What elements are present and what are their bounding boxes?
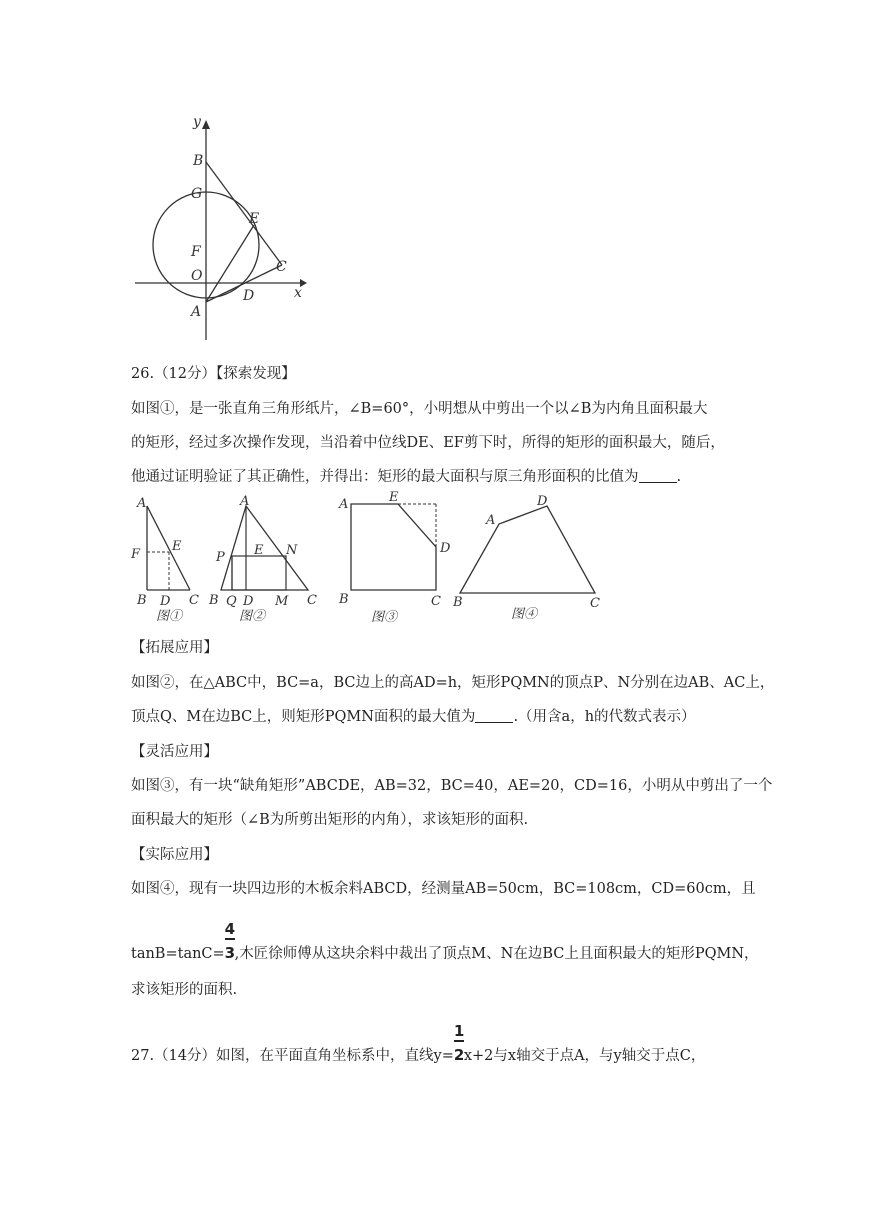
svg-text:E: E bbox=[389, 490, 399, 505]
svg-text:E: E bbox=[172, 539, 182, 554]
expand-para-2 bbox=[131, 705, 696, 726]
svg-text:Q: Q bbox=[226, 594, 237, 609]
svg-text:D: D bbox=[243, 288, 255, 304]
svg-text:G: G bbox=[191, 186, 203, 202]
section-flex-heading: 【灵活应用】 bbox=[131, 744, 218, 760]
flex-para-1: 如图③，有一块“缺角矩形”ABCDE，AB=32，BC=40，AE=20，CD=16，小明从中剪出了一个 bbox=[131, 778, 773, 794]
fraction-bar bbox=[225, 938, 235, 940]
svg-text:图④: 图④ bbox=[511, 607, 538, 622]
coordinate-circle-figure bbox=[130, 112, 310, 348]
svg-text:图③: 图③ bbox=[371, 610, 398, 625]
answer-blank-ratio bbox=[639, 468, 677, 484]
q26-para-3 bbox=[131, 465, 681, 486]
q26-heading: 26.（12分）【探索发现】 bbox=[131, 366, 296, 382]
svg-text:F: F bbox=[191, 244, 201, 260]
svg-text:A: A bbox=[486, 513, 496, 528]
section-real-heading: 【实际应用】 bbox=[131, 847, 218, 863]
svg-text:D: D bbox=[160, 594, 171, 609]
q26-para-3-end: . bbox=[676, 469, 682, 485]
svg-text:图①: 图① bbox=[156, 609, 183, 624]
q26-para-3-text: 他通过证明验证了其正确性，并得出：矩形的最大面积与原三角形面积的比值为 bbox=[131, 469, 639, 485]
svg-text:A: A bbox=[137, 496, 147, 511]
real-para-2-tail: ,木匠徐师傅从这块余料中裁出了顶点M、N在边BC上且面积最大的矩形PQMN， bbox=[234, 946, 759, 962]
fraction-numerator: 1 bbox=[453, 1022, 465, 1040]
svg-text:F: F bbox=[131, 547, 141, 562]
real-para-2-text: tanB=tanC= bbox=[131, 946, 225, 962]
svg-text:P: P bbox=[216, 550, 225, 565]
svg-text:O: O bbox=[191, 268, 203, 284]
real-para-3: 求该矩形的面积. bbox=[131, 982, 238, 998]
q27-line bbox=[131, 1022, 706, 1065]
svg-text:N: N bbox=[286, 543, 298, 558]
svg-text:E: E bbox=[254, 543, 264, 558]
svg-text:x: x bbox=[294, 285, 302, 301]
svg-text:E: E bbox=[249, 211, 260, 227]
real-para-2 bbox=[131, 920, 759, 963]
q27-text-b: x+2与x轴交于点A，与y轴交于点C， bbox=[463, 1048, 706, 1064]
svg-text:C: C bbox=[189, 593, 199, 608]
q27-text-a: 27.（14分）如图，在平面直角坐标系中，直线y= bbox=[131, 1048, 454, 1064]
svg-text:图②: 图② bbox=[239, 609, 266, 624]
expand-para-2-text: 顶点Q、M在边BC上，则矩形PQMN面积的最大值为 bbox=[131, 709, 476, 725]
section-expand-heading: 【拓展应用】 bbox=[131, 640, 218, 656]
svg-text:D: D bbox=[243, 594, 254, 609]
svg-text:D: D bbox=[440, 541, 451, 556]
q26-para-2: 的矩形，经过多次操作发现，当沿着中位线DE、EF剪下时，所得的矩形的面积最大，随后， bbox=[131, 435, 725, 451]
fraction-bar bbox=[454, 1040, 464, 1042]
figure-3-notched-rectangle bbox=[335, 490, 460, 629]
fraction-numerator: 4 bbox=[224, 920, 236, 938]
svg-text:B: B bbox=[137, 593, 147, 608]
svg-text:C: C bbox=[431, 594, 441, 609]
svg-text:B: B bbox=[209, 593, 219, 608]
flex-para-2: 面积最大的矩形（∠B为所剪出矩形的内角），求该矩形的面积. bbox=[131, 812, 529, 828]
expand-para-2-tail: .（用含a，h的代数式表示） bbox=[513, 709, 696, 725]
svg-text:A: A bbox=[240, 494, 250, 509]
fraction-four-thirds bbox=[224, 920, 236, 962]
svg-text:B: B bbox=[453, 595, 463, 610]
svg-text:y: y bbox=[193, 114, 201, 130]
figure-2-triangle-rectangle bbox=[203, 492, 328, 630]
svg-text:A: A bbox=[339, 497, 349, 512]
svg-text:D: D bbox=[537, 494, 548, 509]
figure-1-right-triangle bbox=[128, 492, 203, 630]
q26-para-1: 如图①，是一张直角三角形纸片，∠B=60°，小明想从中剪出一个以∠B为内角且面积最大 bbox=[131, 401, 708, 417]
fraction-denominator: 2 bbox=[453, 1046, 465, 1064]
fraction-one-half bbox=[453, 1022, 465, 1064]
svg-text:C: C bbox=[276, 259, 287, 275]
figure-4-quadrilateral bbox=[450, 488, 610, 630]
svg-text:C: C bbox=[590, 596, 600, 611]
svg-text:B: B bbox=[339, 592, 349, 607]
svg-text:A: A bbox=[191, 304, 202, 320]
real-para-1: 如图④，现有一块四边形的木板余料ABCD，经测量AB=50cm，BC=108cm，CD=60cm，且 bbox=[131, 881, 756, 897]
answer-blank-max-area bbox=[475, 708, 513, 724]
fraction-denominator: 3 bbox=[224, 944, 236, 962]
svg-text:C: C bbox=[307, 593, 317, 608]
expand-para-1: 如图②，在△ABC中，BC=a，BC边上的高AD=h，矩形PQMN的顶点P、N分别在边AB、AC上， bbox=[131, 675, 775, 691]
svg-text:B: B bbox=[193, 153, 204, 169]
svg-text:M: M bbox=[275, 594, 289, 609]
